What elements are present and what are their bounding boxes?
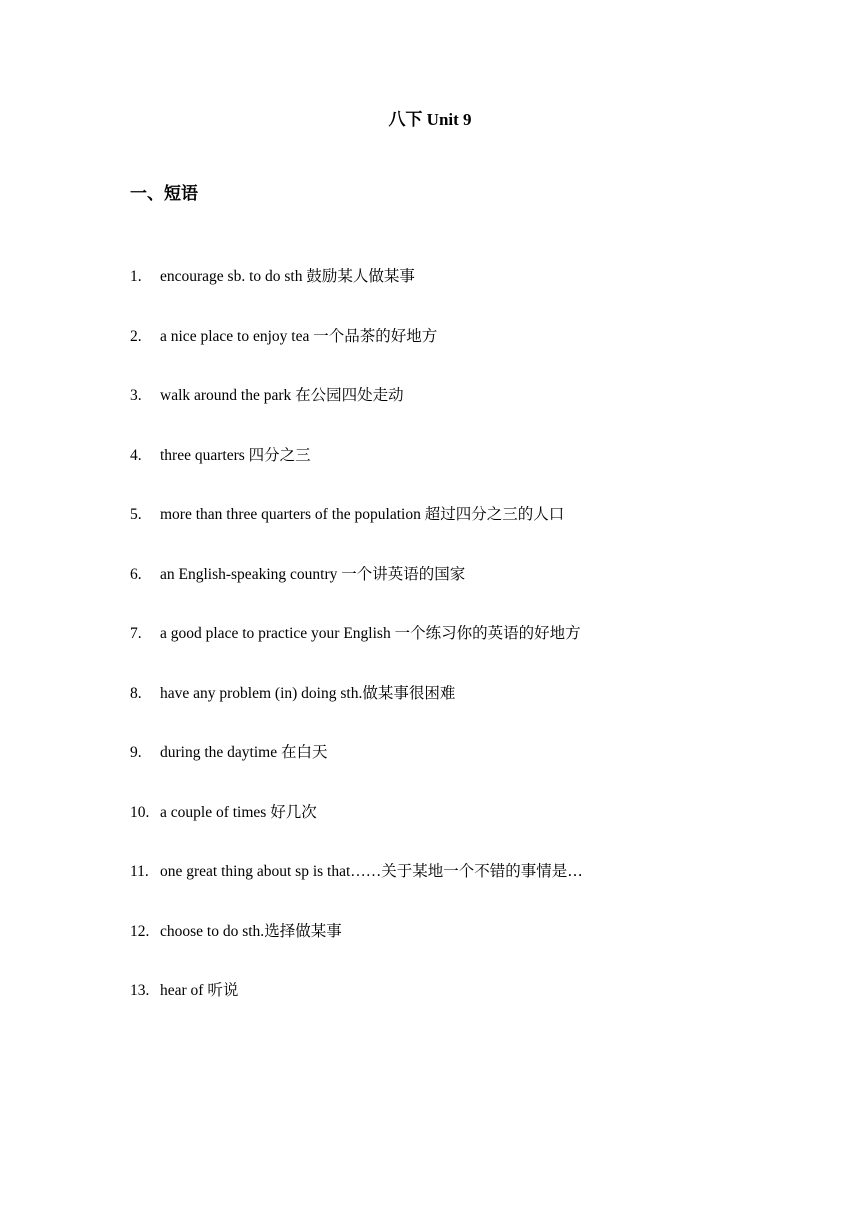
- item-number: 10.: [130, 803, 150, 821]
- list-item: [130, 800, 770, 860]
- phrase-chinese: 在公园四处走动: [295, 386, 404, 404]
- item-number: 13.: [130, 982, 150, 999]
- phrase-english: more than three quarters of the population: [160, 506, 425, 523]
- item-number: 2.: [130, 327, 142, 345]
- phrase-english: hear of: [160, 982, 208, 999]
- phrase-english: an English-speaking country: [160, 565, 342, 583]
- phrase-english: a couple of times: [160, 803, 271, 821]
- item-number: 3.: [130, 387, 142, 404]
- item-number: 7.: [130, 625, 142, 642]
- list-item: [130, 383, 770, 443]
- phrase-english: encourage sb. to do sth: [160, 268, 307, 285]
- item-number: 12.: [130, 922, 150, 940]
- phrase-english: three quarters: [160, 446, 249, 464]
- list-item: [130, 562, 770, 622]
- phrase-english: walk around the park: [160, 387, 296, 404]
- document-title: 八下 Unit 9: [388, 110, 472, 129]
- phrase-english: during the daytime: [160, 744, 281, 761]
- list-item: [130, 859, 770, 919]
- list-item: [130, 978, 770, 1038]
- phrase-chinese: 选择做某事: [264, 921, 342, 940]
- item-number: 8.: [130, 684, 142, 702]
- phrase-chinese: 关于某地一个不错的事情是…: [381, 862, 583, 880]
- item-number: 6.: [130, 565, 142, 583]
- phrase-chinese: 超过四分之三的人口: [424, 505, 565, 523]
- list-item: [130, 264, 770, 324]
- list-item: [130, 740, 770, 800]
- list-item: [130, 324, 770, 384]
- item-number: 5.: [130, 506, 142, 523]
- list-item: [130, 919, 770, 979]
- phrase-english: one great thing about sp is that……: [160, 863, 382, 880]
- phrase-chinese: 一个品茶的好地方: [313, 326, 438, 345]
- list-item: [130, 621, 770, 681]
- list-item: [130, 502, 770, 562]
- item-number: 4.: [130, 446, 142, 464]
- phrase-chinese: 在白天: [280, 743, 328, 761]
- phrase-chinese: 鼓励某人做某事: [306, 267, 415, 285]
- phrase-chinese: 好几次: [270, 802, 317, 821]
- item-number: 11.: [130, 863, 149, 880]
- item-number: 1.: [130, 268, 142, 285]
- phrase-chinese: 四分之三: [248, 445, 311, 464]
- phrase-chinese: 一个练习你的英语的好地方: [394, 624, 581, 642]
- phrase-english: have any problem (in) doing sth.: [160, 684, 363, 702]
- list-item: [130, 443, 770, 503]
- phrase-chinese: 一个讲英语的国家: [341, 564, 466, 583]
- phrase-chinese: 听说: [207, 981, 239, 999]
- phrase-english: a good place to practice your English: [160, 625, 395, 642]
- phrase-list: [130, 264, 770, 1038]
- section-heading: 一、短语: [130, 184, 198, 204]
- phrase-chinese: 做某事很困难: [362, 683, 456, 702]
- phrase-english: choose to do sth.: [160, 922, 265, 940]
- list-item: [130, 681, 770, 741]
- item-number: 9.: [130, 744, 142, 761]
- phrase-english: a nice place to enjoy tea: [160, 327, 314, 345]
